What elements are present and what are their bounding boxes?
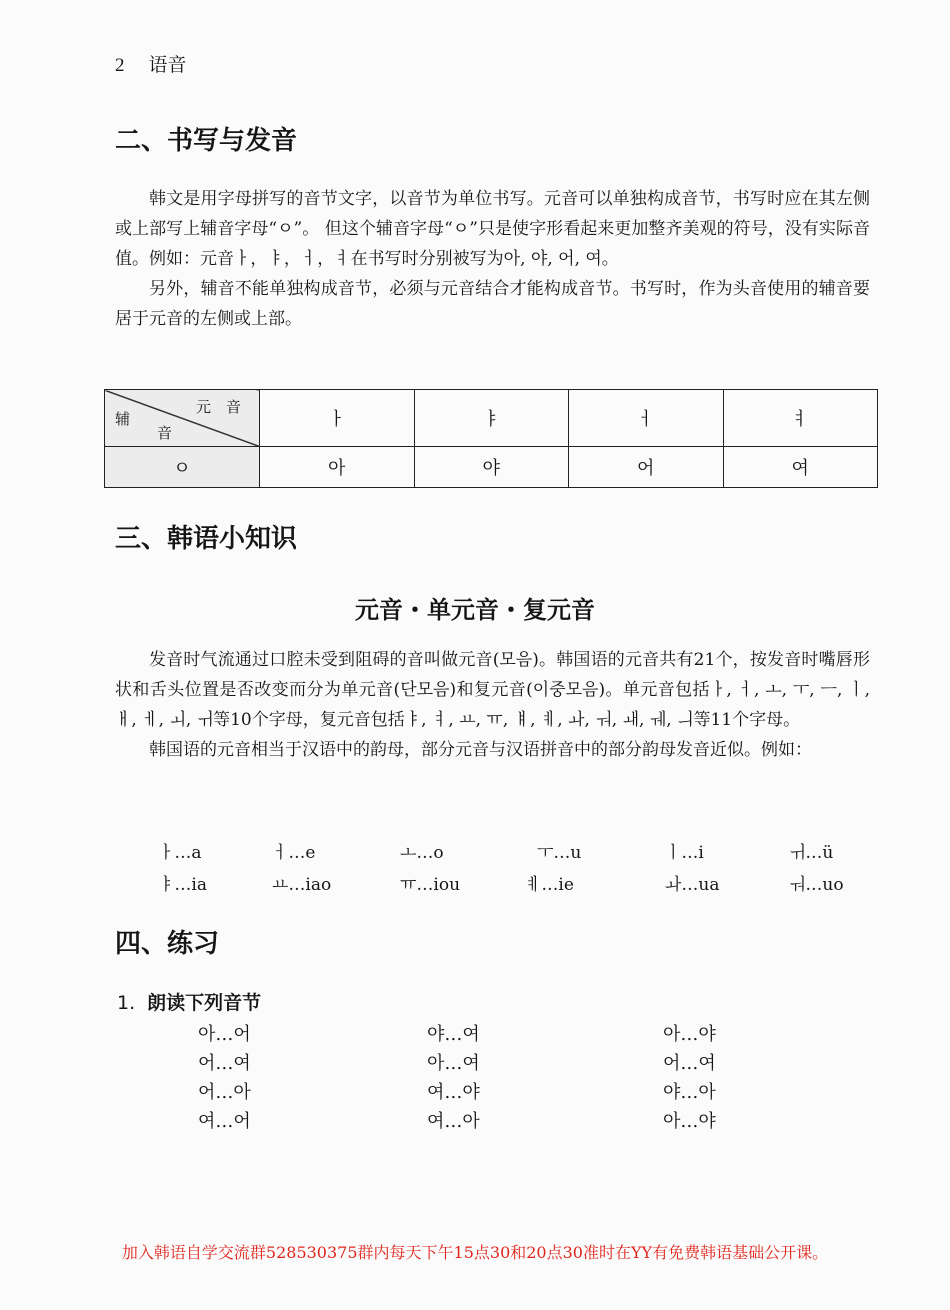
- table-syllable-cell: 아: [260, 447, 415, 488]
- footer-notice: 加入韩语自学交流群528530375群内每天下午15点30和20点30准时在YY有免费韩语基础公开课。: [121, 1243, 829, 1262]
- example-item: ㅣ…i: [665, 843, 704, 863]
- section-title-writing: 二、书写与发音: [115, 126, 298, 156]
- practice-syllable: 여…야: [427, 1082, 480, 1103]
- section-title-practice: 四、练习: [115, 929, 220, 959]
- section3-body: [115, 645, 870, 765]
- section-title-knowledge: 三、韩语小知识: [115, 524, 298, 554]
- vowel-syllable-table: [104, 389, 878, 488]
- page-number: 2: [115, 55, 125, 76]
- example-item: ㅛ…iao: [272, 875, 332, 895]
- practice-syllable: 아…야: [663, 1024, 716, 1045]
- practice-syllable: 야…아: [663, 1082, 716, 1103]
- practice-syllable: 어…여: [198, 1053, 251, 1074]
- table-vowel-header: ㅕ: [723, 390, 878, 447]
- practice-syllable: 아…여: [427, 1053, 480, 1074]
- page-header: [115, 50, 187, 77]
- practice-syllable: 어…아: [198, 1082, 251, 1103]
- knowledge-subtitle: 元音・单元音・复元音: [355, 596, 595, 624]
- practice-syllable: 어…여: [663, 1053, 716, 1074]
- example-item: ㅑ…ia: [158, 875, 207, 895]
- example-item: ㅏ…a: [158, 843, 202, 863]
- example-item: ㅗ…o: [400, 843, 444, 863]
- example-item: ㅟ…ü: [789, 843, 834, 863]
- section2-paragraph-2: 另外，辅音不能单独构成音节，必须与元音结合才能构成音节。书写时，作为头音使用的辅音要居于元音的左侧或上部。: [115, 279, 870, 329]
- example-item: ㅠ…iou: [400, 875, 461, 895]
- table-syllable-cell: 여: [723, 447, 878, 488]
- exercise-title: 朗读下列音节: [147, 992, 262, 1014]
- corner-label-vowel: 元 音: [195, 398, 241, 416]
- example-item: ㅝ…uo: [789, 875, 844, 895]
- exercise-1-heading: [117, 988, 261, 1015]
- section2-body: [115, 184, 870, 334]
- section3-paragraph-1: 发音时气流通过口腔未受到阻碍的音叫做元音(모음)。韩国语的元音共有21个，按发音时嘴唇形状和舌头位置是否改变而分为单元音(단모음)和复元音(이중모음)。单元音包括ㅏ, ㅓ, ㅗ, ㅜ, ㅡ, ㅣ, ㅐ, ㅔ, ㅚ, ㅟ等10个字母，复元音包括ㅑ, ㅕ, ㅛ, ㅠ, ㅒ, ㅖ, ㅘ, ㅝ, ㅙ, ㅞ, ㅢ等11个字母。: [115, 650, 870, 730]
- practice-syllable: 아…어: [198, 1024, 251, 1045]
- example-item: ㅓ…e: [272, 843, 316, 863]
- corner-label-consonant: 辅: [115, 410, 131, 428]
- table-vowel-header: ㅏ: [260, 390, 415, 447]
- table-syllable-cell: 어: [569, 447, 724, 488]
- exercise-number: 1.: [117, 992, 136, 1014]
- example-item: ㅖ…ie: [525, 875, 574, 895]
- table-vowel-header: ㅑ: [414, 390, 569, 447]
- practice-syllable: 여…어: [198, 1111, 251, 1132]
- practice-syllable: 야…여: [427, 1024, 480, 1045]
- table-corner-header: [105, 390, 260, 447]
- section3-paragraph-2: 韩国语的元音相当于汉语中的韵母，部分元音与汉语拼音中的部分韵母发音近似。例如：: [149, 740, 812, 760]
- example-item: ㅜ…u: [537, 843, 582, 863]
- table-syllable-cell: 야: [414, 447, 569, 488]
- practice-syllable: 아…야: [663, 1111, 716, 1132]
- corner-label-sound: 音: [157, 424, 173, 442]
- chapter-title: 语音: [148, 54, 187, 76]
- section2-paragraph-1: 韩文是用字母拼写的音节文字，以音节为单位书写。元音可以单独构成音节，书写时应在其左侧或上部写上辅音字母“ㅇ”。 但这个辅音字母“ㅇ”只是使字形看起来更加整齐美观的符号，没有实际音值。例如：元音ㅏ，ㅑ，ㅓ，ㅕ在书写时分别被写为아, 야, 어, 여。: [115, 189, 870, 269]
- example-item: ㅘ…ua: [665, 875, 720, 895]
- table-vowel-header: ㅓ: [569, 390, 724, 447]
- practice-syllable: 여…아: [427, 1111, 480, 1132]
- table-consonant-cell: ㅇ: [105, 447, 260, 488]
